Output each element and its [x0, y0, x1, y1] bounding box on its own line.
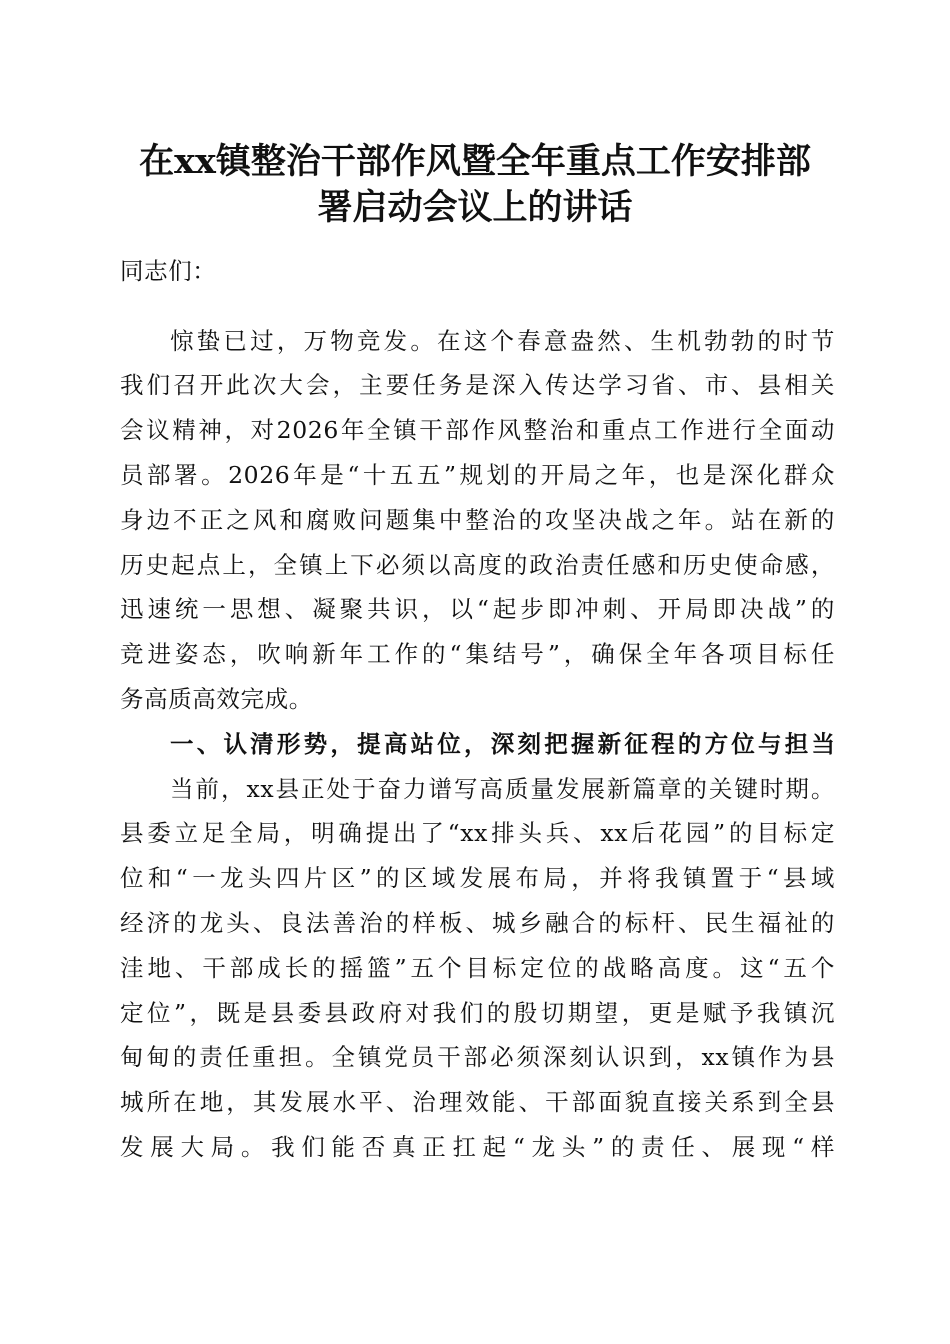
- paragraph1-line: 竞进姿态，吹响新年工作的“集结号”，确保全年各项目标任: [120, 640, 835, 668]
- salutation: 同志们：: [120, 257, 217, 285]
- paragraph2-line: 洼地、干部成长的摇篮”五个目标定位的战略高度。这“五个: [120, 954, 835, 982]
- paragraph1-line: 我们召开此次大会，主要任务是深入传达学习省、市、县相关: [120, 371, 835, 399]
- section-heading: 一、认清形势，提高站位，深刻把握新征程的方位与担当: [170, 730, 835, 758]
- paragraph2-line: 当前，xx县正处于奋力谱写高质量发展新篇章的关键时期。: [170, 775, 835, 803]
- paragraph2-line: 定位”，既是县委县政府对我们的殷切期望，更是赋予我镇沉: [120, 999, 835, 1027]
- paragraph1-line: 身边不正之风和腐败问题集中整治的攻坚决战之年。站在新的: [120, 506, 835, 534]
- document-title-line-2: 署启动会议上的讲话: [317, 187, 633, 228]
- paragraph2-line: 发展大局。我们能否真正扛起“龙头”的责任、展现“样: [120, 1133, 835, 1161]
- document-title-line-1: 在xx镇整治干部作风暨全年重点工作安排部: [139, 141, 811, 182]
- paragraph1-line: 历史起点上，全镇上下必须以高度的政治责任感和历史使命感，: [120, 551, 835, 579]
- paragraph1-line: 务高质高效完成。: [120, 685, 313, 713]
- paragraph1-line: 惊蛰已过，万物竞发。在这个春意盎然、生机勃勃的时节: [170, 327, 835, 355]
- paragraph2-line: 县委立足全局，明确提出了“xx排头兵、xx后花园”的目标定: [120, 819, 835, 847]
- paragraph1-line: 迅速统一思想、凝聚共识，以“起步即冲刺、开局即决战”的: [120, 595, 835, 623]
- paragraph2-line: 位和“一龙头四片区”的区域发展布局，并将我镇置于“县域: [120, 864, 835, 892]
- paragraph1-line: 员部署。2026年是“十五五”规划的开局之年，也是深化群众: [120, 461, 835, 489]
- paragraph1-line: 会议精神，对2026年全镇干部作风整治和重点工作进行全面动: [120, 416, 835, 444]
- paragraph2-line: 甸甸的责任重担。全镇党员干部必须深刻认识到，xx镇作为县: [120, 1043, 835, 1071]
- paragraph2-line: 经济的龙头、良法善治的样板、城乡融合的标杆、民生福祉的: [120, 909, 835, 937]
- paragraph2-line: 城所在地，其发展水平、治理效能、干部面貌直接关系到全县: [120, 1088, 835, 1116]
